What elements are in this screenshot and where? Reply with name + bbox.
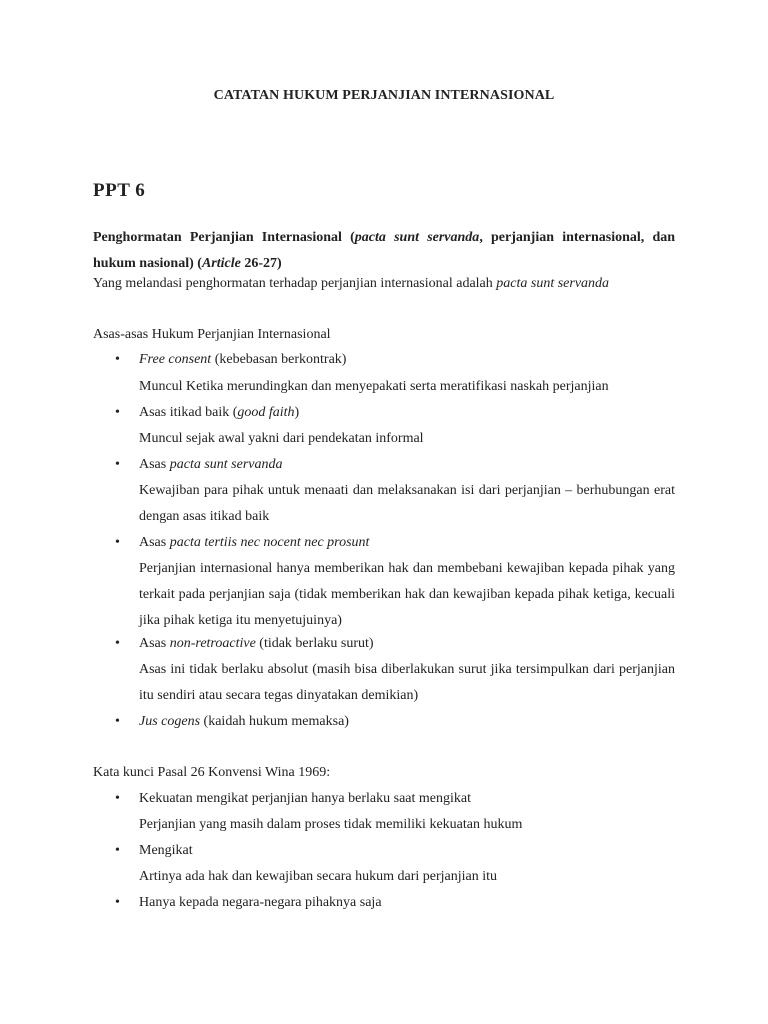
- asas-desc: Muncul sejak awal yakni dari pendekatan informal: [139, 431, 424, 446]
- asas-desc: Muncul Ketika merundingkan dan menyepakati serta meratifikasi naskah perjanjian: [139, 379, 609, 394]
- asas-item: Asas non-retroactive (tidak berlaku surut): [139, 636, 374, 651]
- asas-desc: Asas ini tidak berlaku absolut (masih bisa diberlakukan surut jika tersimpulkan dari perjanjian itu sendiri atau secara tegas dinyatakan demikian): [139, 662, 675, 703]
- bullet-icon: •: [115, 405, 120, 420]
- topic-heading: Penghormatan Perjanjian Internasional (pacta sunt servanda, perjanjian internasional, dan hukum nasional) (Article 26-27): [93, 230, 676, 271]
- asas-item: Asas pacta tertiis nec nocent nec prosunt: [139, 535, 370, 550]
- document-title: CATATAN HUKUM PERJANJIAN INTERNASIONAL: [213, 88, 555, 103]
- bullet-icon: •: [115, 535, 120, 550]
- kata-kunci-desc: Artinya ada hak dan kewajiban secara hukum dari perjanjian itu: [139, 869, 498, 884]
- asas-item: Jus cogens (kaidah hukum memaksa): [139, 714, 349, 729]
- bullet-icon: •: [115, 895, 120, 910]
- asas-item: Asas pacta sunt servanda: [139, 457, 283, 472]
- bullet-icon: •: [115, 791, 120, 806]
- bullet-icon: •: [115, 457, 120, 472]
- bullet-icon: •: [115, 352, 120, 367]
- bullet-icon: •: [115, 714, 120, 729]
- bullet-icon: •: [115, 843, 120, 858]
- asas-title: Asas-asas Hukum Perjanjian Internasional: [93, 327, 331, 342]
- asas-desc: Perjanjian internasional hanya memberikan hak dan membebani kewajiban kepada pihak yang terkait pada perjanjian saja (tidak memberikan hak dan kewajiban kepada pihak ketiga, kecuali jika pihak ketiga itu menyetujuinya): [139, 561, 675, 628]
- asas-item: Free consent (kebebasan berkontrak): [139, 352, 347, 367]
- asas-desc: Kewajiban para pihak untuk menaati dan melaksanakan isi dari perjanjian – berhubungan erat dengan asas itikad baik: [139, 483, 675, 524]
- intro-paragraph: Yang melandasi penghormatan terhadap perjanjian internasional adalah pacta sunt servanda: [93, 276, 610, 291]
- kata-kunci-title: Kata kunci Pasal 26 Konvensi Wina 1969:: [93, 765, 331, 780]
- kata-kunci-item: Kekuatan mengikat perjanjian hanya berlaku saat mengikat: [139, 791, 471, 806]
- section-heading-ppt: PPT 6: [93, 180, 146, 201]
- kata-kunci-item: Hanya kepada negara-negara pihaknya saja: [139, 895, 382, 910]
- bullet-icon: •: [115, 636, 120, 651]
- asas-item: Asas itikad baik (good faith): [139, 405, 300, 420]
- kata-kunci-item: Mengikat: [139, 843, 193, 858]
- kata-kunci-desc: Perjanjian yang masih dalam proses tidak memiliki kekuatan hukum: [139, 817, 523, 832]
